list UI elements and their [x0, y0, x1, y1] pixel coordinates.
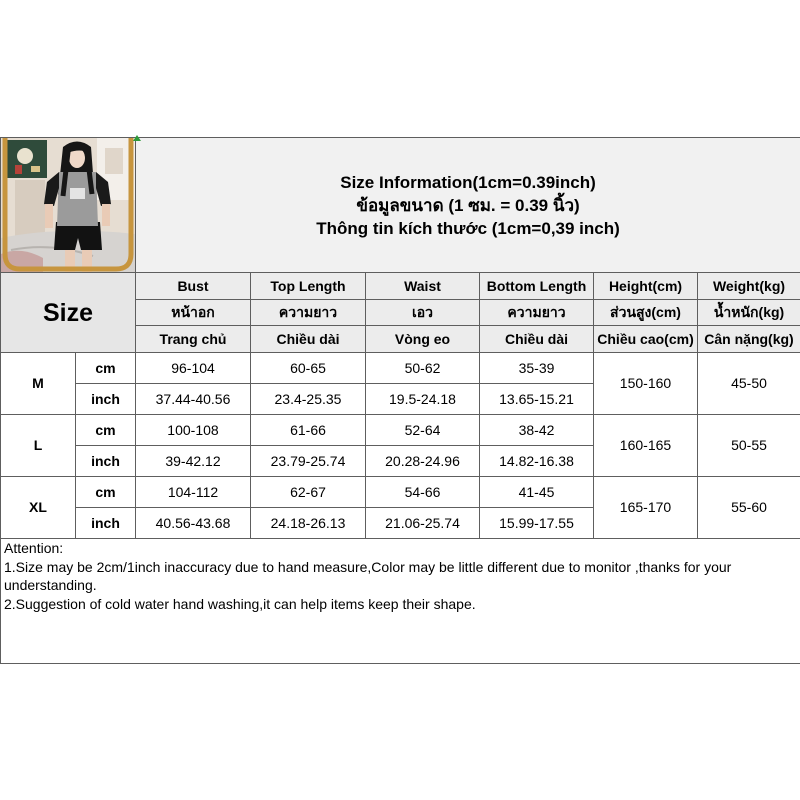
height-xl: 165-170	[594, 477, 698, 539]
header-row-english	[1, 273, 800, 300]
header-bust-vi: Trang chủ	[136, 326, 251, 353]
attention-heading: Attention:	[4, 540, 64, 556]
header-waist-vi: Vòng eo	[366, 326, 480, 353]
unit-l-cm: cm	[76, 415, 136, 446]
height-m: 150-160	[594, 353, 698, 415]
header-top-length-en: Top Length	[251, 273, 366, 300]
header-bottom-length-vi: Chiều dài	[480, 326, 594, 353]
table-row	[1, 353, 800, 384]
size-label-xl: XL	[1, 477, 76, 539]
attention-row	[1, 539, 800, 664]
bust-l-cm: 100-108	[136, 415, 251, 446]
size-chart-table	[0, 137, 800, 664]
waist-l-cm: 52-64	[366, 415, 480, 446]
header-bust-en: Bust	[136, 273, 251, 300]
bottom-length-xl-inch: 15.99-17.55	[480, 508, 594, 539]
header-height-en: Height(cm)	[594, 273, 698, 300]
unit-m-inch: inch	[76, 384, 136, 415]
header-weight-en: Weight(kg)	[698, 273, 800, 300]
waist-xl-inch: 21.06-25.74	[366, 508, 480, 539]
product-photo-cell	[1, 138, 136, 273]
photo-poster	[7, 140, 47, 178]
top-length-l-inch: 23.79-25.74	[251, 446, 366, 477]
bust-m-cm: 96-104	[136, 353, 251, 384]
waist-xl-cm: 54-66	[366, 477, 480, 508]
waist-m-inch: 19.5-24.18	[366, 384, 480, 415]
bottom-length-l-inch: 14.82-16.38	[480, 446, 594, 477]
bust-xl-inch: 40.56-43.68	[136, 508, 251, 539]
header-bottom-length-en: Bottom Length	[480, 273, 594, 300]
header-weight-vi: Cân nặng(kg)	[698, 326, 800, 353]
bottom-length-xl-cm: 41-45	[480, 477, 594, 508]
bust-xl-cm: 104-112	[136, 477, 251, 508]
weight-xl: 55-60	[698, 477, 800, 539]
unit-xl-cm: cm	[76, 477, 136, 508]
height-l: 160-165	[594, 415, 698, 477]
title-vietnamese: Thông tin kích thước (1cm=0,39 inch)	[316, 218, 620, 238]
header-weight-th: น้ำหนัก(kg)	[698, 300, 800, 326]
corner-marker	[133, 135, 141, 141]
bust-m-inch: 37.44-40.56	[136, 384, 251, 415]
size-label-l: L	[1, 415, 76, 477]
waist-l-inch: 20.28-24.96	[366, 446, 480, 477]
header-top-length-vi: Chiều dài	[251, 326, 366, 353]
header-waist-en: Waist	[366, 273, 480, 300]
unit-m-cm: cm	[76, 353, 136, 384]
unit-l-inch: inch	[76, 446, 136, 477]
top-length-l-cm: 61-66	[251, 415, 366, 446]
attention-note-1: 1.Size may be 2cm/1inch inaccuracy due to hand measure,Color may be little different due to monitor ,thanks for your understanding.	[4, 558, 732, 594]
attention-block	[1, 539, 800, 664]
title-thai: ข้อมูลขนาด (1 ซม. = 0.39 นิ้ว)	[356, 195, 580, 215]
title-row	[1, 138, 800, 273]
header-bottom-length-th: ความยาว	[480, 300, 594, 326]
product-photo	[1, 138, 135, 272]
bust-l-inch: 39-42.12	[136, 446, 251, 477]
bottom-length-m-inch: 13.65-15.21	[480, 384, 594, 415]
table-row	[1, 477, 800, 508]
header-waist-th: เอว	[366, 300, 480, 326]
top-length-m-cm: 60-65	[251, 353, 366, 384]
title-block	[136, 138, 800, 273]
header-height-th: ส่วนสูง(cm)	[594, 300, 698, 326]
top-length-xl-inch: 24.18-26.13	[251, 508, 366, 539]
bottom-length-l-cm: 38-42	[480, 415, 594, 446]
header-bust-th: หน้าอก	[136, 300, 251, 326]
top-length-m-inch: 23.4-25.35	[251, 384, 366, 415]
header-top-length-th: ความยาว	[251, 300, 366, 326]
bottom-length-m-cm: 35-39	[480, 353, 594, 384]
header-height-vi: Chiều cao(cm)	[594, 326, 698, 353]
size-header: Size	[1, 273, 136, 353]
weight-m: 45-50	[698, 353, 800, 415]
weight-l: 50-55	[698, 415, 800, 477]
waist-m-cm: 50-62	[366, 353, 480, 384]
unit-xl-inch: inch	[76, 508, 136, 539]
top-length-xl-cm: 62-67	[251, 477, 366, 508]
table-row	[1, 415, 800, 446]
attention-note-2: 2.Suggestion of cold water hand washing,it can help items keep their shape.	[4, 596, 476, 613]
size-label-m: M	[1, 353, 76, 415]
title-english: Size Information(1cm=0.39inch)	[340, 172, 596, 192]
